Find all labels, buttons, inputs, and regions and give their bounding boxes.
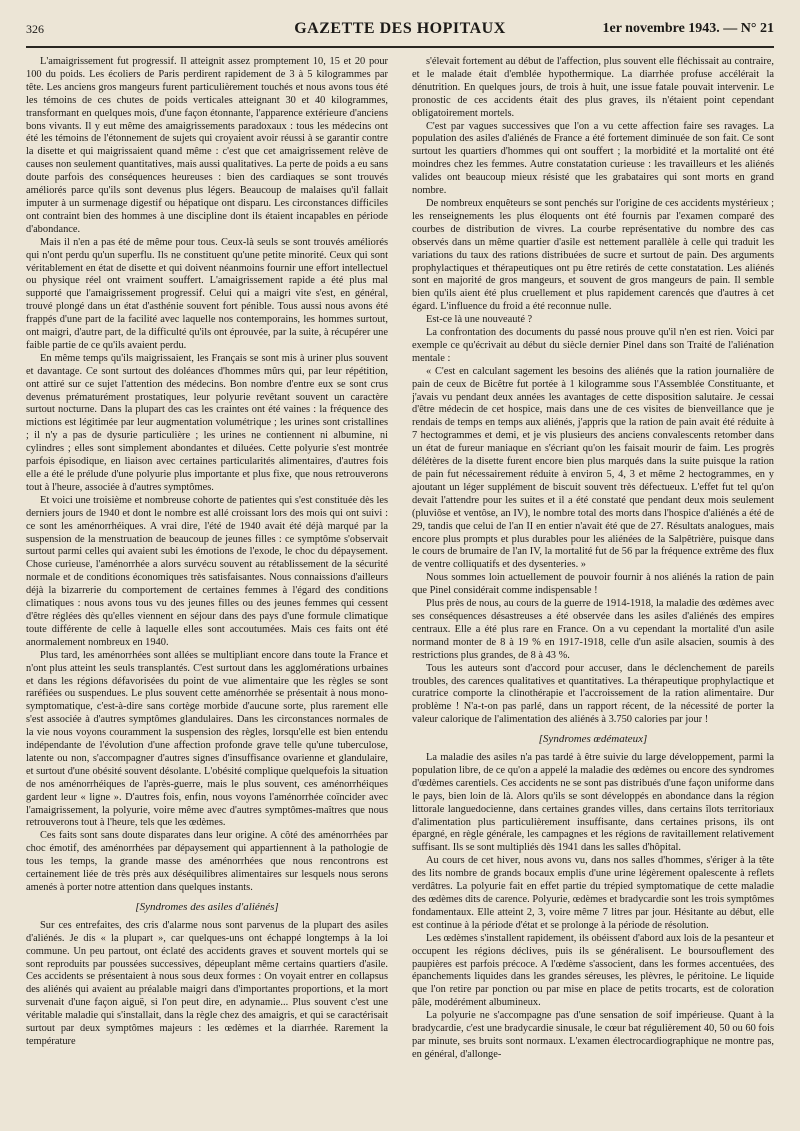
paragraph: Ces faits sont sans doute disparates dans leur origine. A côté des aménorrhées par choc émotif, des aménorrhées par dépaysement qui appartiennent à la pathologie de tous les temps, la grande masse des aménorrhées que nous rencontrons est certainement liée de très près aux déséquilibres alimentaires sur lesquels nous serons amenés à porter notre attention dans quelques instants. bbox=[26, 830, 388, 893]
journal-title: GAZETTE DES HOPITAUX bbox=[294, 20, 506, 37]
paragraph: Les œdèmes s'installent rapidement, ils obéissent d'abord aux lois de la pesanteur et occupent les régions déclives, puis ils se généralisent. Le boursouflement des paupières est parfois précoce. A l'œdème s'associent, dans les formes accentuées, des épanchements liquides dans les grandes séreuses, les plèvres, le péritoine. Le liquide que l'on retire par ponction ou par mise en place de petits trocarts, est de coloration pâle, modérément albumineux. bbox=[412, 932, 774, 1009]
paragraph: Mais il n'en a pas été de même pour tous. Ceux-là seuls se sont trouvés améliorés qui n'ont perdu qu'un superflu. Ils ne constituent qu'une petite minorité. Ceux qui sont véritablement en état de disette et qui doivent néanmoins fournir une effort intellectuel ou physique réel ont vraiment souffert. L'amaigrissement rapide a été plus mal supporté que l'amaigrissement progressif. Celui qui a maigri vite s'est, en général, trouvé plongé dans un état d'asthénie souvent fort pénible. Tous aussi nous avons été frappés d'une part de la facilité avec laquelle nos contemporains, les hommes surtout, ont maigri, d'autre part, de la difficulté qu'ils ont éprouvée, par la suite, à récupérer une faible partie de ce qu'ils avaient perdu. bbox=[26, 236, 388, 351]
left-column bbox=[26, 56, 388, 1126]
header-rule bbox=[26, 46, 774, 48]
paragraph: « C'est en calculant sagement les besoins des aliénés que la ration journalière de pain de ceux de Bicêtre fut portée à 1 kilogramme sous l'Assemblée Constituante, et j'avais vu pendant deux années les avantages de cette disposition salutaire. Je cessai d'être médecin de cet hospice, mais dans une de ces visites de bienveillance que je rendais de temps en temps aux aliénés, j'appris que la ration de pain avait été réduite à 7 hectogrammes et demi, et je vis plusieurs des anciens convalescents retomber dans un état de fureur maniaque en s'écriant qu'on les faisait mourir de faim. Les progrès délétères de la disette furent encore bien plus marqués dans la suite puisque la ration de pain fut nécessairement réduite à environ 5, 4, 3 et même 2 hectogrammes, en y ajoutant un léger supplément de biscuit souvent très défectueux. L'effet fut tel qu'on devait l'attendre pour les suites et il a été constaté que pendant deux mois seulement (pluviôse et ventôse, an IV), le nombre total des morts dans l'hospice d'aliénés a été de 29, tandis que celui de l'an II en entier n'avait été que de 27. Résultats analogues, mais encore plus prompts et plus durables pour les aliénées de la Salpêtrière, puisque dans le cours de brumaire de l'an IV, la mortalité fut de 56 par la fréquence extrême des flux de ventre colliquatifs et des dysenteries. » bbox=[412, 365, 774, 571]
paragraph: Et voici une troisième et nombreuse cohorte de patientes qui s'est constituée dès les derniers jours de 1940 et dont le nombre est allé croissant lors des mois qui ont suivi : ce sont les aménorrhéiques. A vrai dire, l'été de 1940 avait été déjà marqué par la suspension de la menstruation de beaucoup de jeunes filles : ce symptôme s'observait surtout parmi celles qui avaient subi les émotions de l'exode, le choc du dépaysement. Chose curieuse, l'aménorrhée a alors survécu souvent au rétablissement de la sécurité normale et de conditions économiques très satisfaisantes. Nous connaissions d'ailleurs déjà la bizarrerie du comportement de certaines femmes à l'égard des conditions climatiques : nous avons tous vu des jeunes filles ou des jeunes femmes qui cessent d'être réglées dès qu'elles viennent en séjour dans des pays d'une formule climatique toute différente de celle à laquelle elles sont accoutumées. Mais ces faits ont été anormalement nombreux en 1940. bbox=[26, 494, 388, 648]
paragraph: L'amaigrissement fut progressif. Il atteignit assez promptement 10, 15 et 20 pour 100 du poids. Les écoliers de Paris perdirent rapidement de 3 à 5 kilogrammes par tête. Les anciens gros mangeurs furent particulièrement touchés et nous avons tous été les témoins de ces chutes de poids verticales atteignant 30 et 40 kilogrammes, transformant en quelques mois, d'une façon étonnante, l'apparence extérieure d'anciens bons vivants. Il y eut même des amaigrissements paradoxaux : tous les médecins ont été les témoins de l'étonnement de sujets qui croyaient avoir réussi à se garantir contre la disette et qui maigrissaient quand même : c'est que cet amaigrissement relève de causes non seulement quantitatives, mais aussi qualitatives. La perte de poids a eu sans doute parfois des conséquences heureuses : bien des cardiaques se sont trouvés améliorés parce qu'ils sont devenus plus légers. Beaucoup de malaises qu'il fallait imputer à un surmenage digestif ou hépatique ont disparu. Les circonstances difficiles ont contraint bien des hommes à une discipline dont ils étaient incapables en période d'abondance. bbox=[26, 56, 388, 235]
paragraph: En même temps qu'ils maigrissaient, les Français se sont mis à uriner plus souvent et davantage. Ce sont surtout des doléances d'hommes mûrs qui, par leur répétition, ont attiré sur ce sujet l'attention des médecins. Bon nombre d'entre eux se sont crus devenus prématurément prostatiques, leur polyurie revêtant souvent un caractère surtout nocturne. Dans la plupart des cas les craintes ont été vaines : la fréquence des mictions est légitimée par leur augmentation volumétrique ; les urines sont cristallines ; il n'y a pas de dysurie particulière ; les urines ne contiennent ni albumine, ni cylindres ; elles sont simplement abondantes et diluées. Cette polyurie s'est montrée parfois épisodique, en liaison avec certaines particularités alimentaires, d'autres fois elle a été le prélude d'une polyurie plus importante et plus fixe, que nous retrouverons tout à l'heure, associée à d'autres symptômes. bbox=[26, 352, 388, 493]
paragraph: Plus tard, les aménorrhées sont allées se multipliant encore dans toute la France et n'ont plus atteint les seuls transplantés. C'est surtout dans les agglomérations urbaines et dans les régions défavorisées du point de vue alimentaire que les règles se sont raréfiées ou suspendues. Le plus souvent cette aménorrhée se présentait à nous mono-symptomatique, c'est-à-dire sans cortège morbide d'aucune sorte, plus rarement elle s'est associée à d'autres symptômes glandulaires. Dans les circonstances normales de la vie nous voyons couramment la suspension des règles, lorsqu'elle est bien entendu indépendante de l'évolution d'une affection profonde grave telle qu'une tuberculose, latente ou non, s'accompagner d'autres signes d'insuffisance ovarienne et glandulaire, et surtout d'une obésité souvent désolante. L'obésité complique quelquefois la situation de nos aménorrhéiques de l'après-guerre, mais le plus souvent, ces aménorrhéiques gardent leur « ligne ». D'autres fois, enfin, nous voyons l'aménorrhée coïncider avec l'amaigrissement, la polyurie, voire même avec d'autres symptômes-maîtres que nous retrouverons tout à l'heure, tels que les œdèmes. bbox=[26, 649, 388, 829]
right-column bbox=[412, 56, 774, 1126]
paragraph: Est-ce là une nouveauté ? bbox=[426, 314, 533, 326]
section-heading-asiles: [Syndromes des asiles d'aliénés] bbox=[135, 900, 279, 913]
section-heading-oedemateux: [Syndromes œdémateux] bbox=[538, 733, 648, 746]
right-paragraphs-after bbox=[412, 752, 774, 1062]
paragraph: La polyurie ne s'accompagne pas d'une sensation de soif impérieuse. Quant à la bradycardie, c'est une bradycardie sinusale, le cœur bat régulièrement 40, 50 ou 60 fois par minute, ses bruits sont normaux. L'examen électrocardiographique ne montre pas, en général, d'allonge- bbox=[412, 1010, 774, 1060]
paragraph: Nous sommes loin actuellement de pouvoir fournir à nos aliénés la ration de pain que Pinel considérait comme indispensable ! bbox=[412, 572, 774, 597]
paragraph: s'élevait fortement au début de l'affection, plus souvent elle fléchissait au contraire, et le malade était d'emblée hypothermique. La diarrhée profuse accélérait la dénutrition. En quelques jours, de trois à huit, une issue fatale pouvait intervenir. Le pronostic de ces accidents était des plus graves, ils n'étaient point cependant obligatoirement mortels. bbox=[412, 56, 774, 119]
left-paragraphs bbox=[26, 56, 388, 895]
right-paragraphs bbox=[412, 56, 774, 727]
issue-date: 1er novembre 1943. — N° 21 bbox=[602, 21, 774, 36]
running-header bbox=[26, 18, 774, 48]
paragraph: Sur ces entrefaites, des cris d'alarme nous sont parvenus de la plupart des asiles d'aliénés. Je dis « la plupart », car quelques-uns ont échappé longtemps à la loi commune. Un peu partout, ont éclaté des accidents graves et souvent mortels qui se sont reproduits par poussées successives, dépeuplant même certains quartiers d'asile. Ces accidents se présentaient à nous sous deux formes : On voyait entrer en collapsus des aliénés qui avaient au préalable maigri dans d'importantes proportions, et la mort survenait d'une façon aiguë, si l'on peut dire, en adynamie... Plus souvent c'est une véritable maladie qui s'installait, dans la règle chez des amaigris, et qui se caractérisait surtout par deux symptômes majeurs : les œdèmes et la diarrhée. Rarement la température bbox=[26, 919, 388, 1047]
paragraph: La maladie des asiles n'a pas tardé à être suivie du large développement, parmi la population libre, de ce qu'on a appelé la maladie des œdèmes ou encore des syndromes d'œdèmes carentiels. Ces accidents ne se sont pas distribués d'une façon uniforme dans le pays, bien loin de là. Alors qu'ils se sont développés en abondance dans la région littorale languedocienne, dans certaines grandes villes, dans certains îlots territoriaux d'alimentation plus particulièrement insuffisante, dans certaines prisons, ils ont épargné, en règle générale, les campagnes et les régions de ravitaillement relativement suffisant. Ils se sont multipliés dès 1941 dans les salles d'hôpital. bbox=[412, 752, 774, 854]
paragraph: De nombreux enquêteurs se sont penchés sur l'origine de ces accidents mystérieux ; les renseignements les plus éloquents ont été fournis par l'examen comparé des courbes de distribution de vivres. La courbe représentative du nombre des cas observés dans un même quartier d'asile est nettement parallèle à celle qui traduit les variations du taux des rations distribuées de sucre et surtout de pain. Des arguments prophylactiques et thérapeutiques ont pu être retirés de cette constatation. Les aliénés sont en majorité de gros mangeurs, et souvent de gros mangeurs de pain. Il semble bien qu'ils aient été plus cruellement et plus rapidement carencés que d'autres à cet égard. L'influence du froid a été reconnue nulle. bbox=[412, 197, 774, 313]
paragraph: La confrontation des documents du passé nous prouve qu'il n'en est rien. Voici par exemple ce qu'écrivait au début du siècle dernier Pinel dans son Traité de l'aliénation mentale : bbox=[412, 327, 774, 364]
paragraph: Tous les auteurs sont d'accord pour accuser, dans le déclenchement de pareils troubles, des carences qualitatives et quantitatives. La thérapeutique prophylactique et curatrice comporte la clinothérapie et l'accroissement de la ration alimentaire. Dur problème ! N'a-t-on pas parlé, dans un rapport récent, de la nécessité de porter la valeur calorique de l'alimentation des aliénés à 3.750 calories par jour ! bbox=[412, 662, 774, 726]
left-paragraphs-after bbox=[26, 920, 388, 1049]
page-number: 326 bbox=[26, 22, 44, 36]
paragraph: Au cours de cet hiver, nous avons vu, dans nos salles d'hommes, s'ériger à la tête des lits nombre de grands bocaux emplis d'une urine légèrement opalescente à reflets verdâtres. La polyurie fait en effet partie du trépied symptomatique de cette maladie des œdèmes dits de carence. Polyurie, œdèmes et bradycardie sont les trois symptômes fondamentaux. Elle atteint 2, 3, voire même 7 litres par jour. Hésitante au début, elle est continue à la période d'état et se prolonge à la période de résolution. bbox=[412, 855, 774, 931]
paragraph: C'est par vagues successives que l'on a vu cette affection faire ses ravages. La population des asiles d'aliénés de France a été fortement diminuée de son fait. Ce sont surtout les quartiers d'hommes qui ont souffert ; la morbidité et la mortalité ont été moindres chez les femmes. Autre constatation curieuse : les travailleurs et les aliénés valides ont beaucoup mieux résisté que les grabataires qui sont morts en grand nombre. bbox=[412, 120, 774, 197]
paragraph: Plus près de nous, au cours de la guerre de 1914-1918, la maladie des œdèmes avec ses conséquences désastreuses a été observée dans les asiles d'aliénés des empires centraux. Elle a été plus rare en France. On a vu cependant la mortalité d'un asile normand monter de 8 à 19 % en 1917-1918, celle d'un asile alsacien, soumis à des restrictions plus grandes, de 8 à 43 %. bbox=[412, 598, 774, 661]
